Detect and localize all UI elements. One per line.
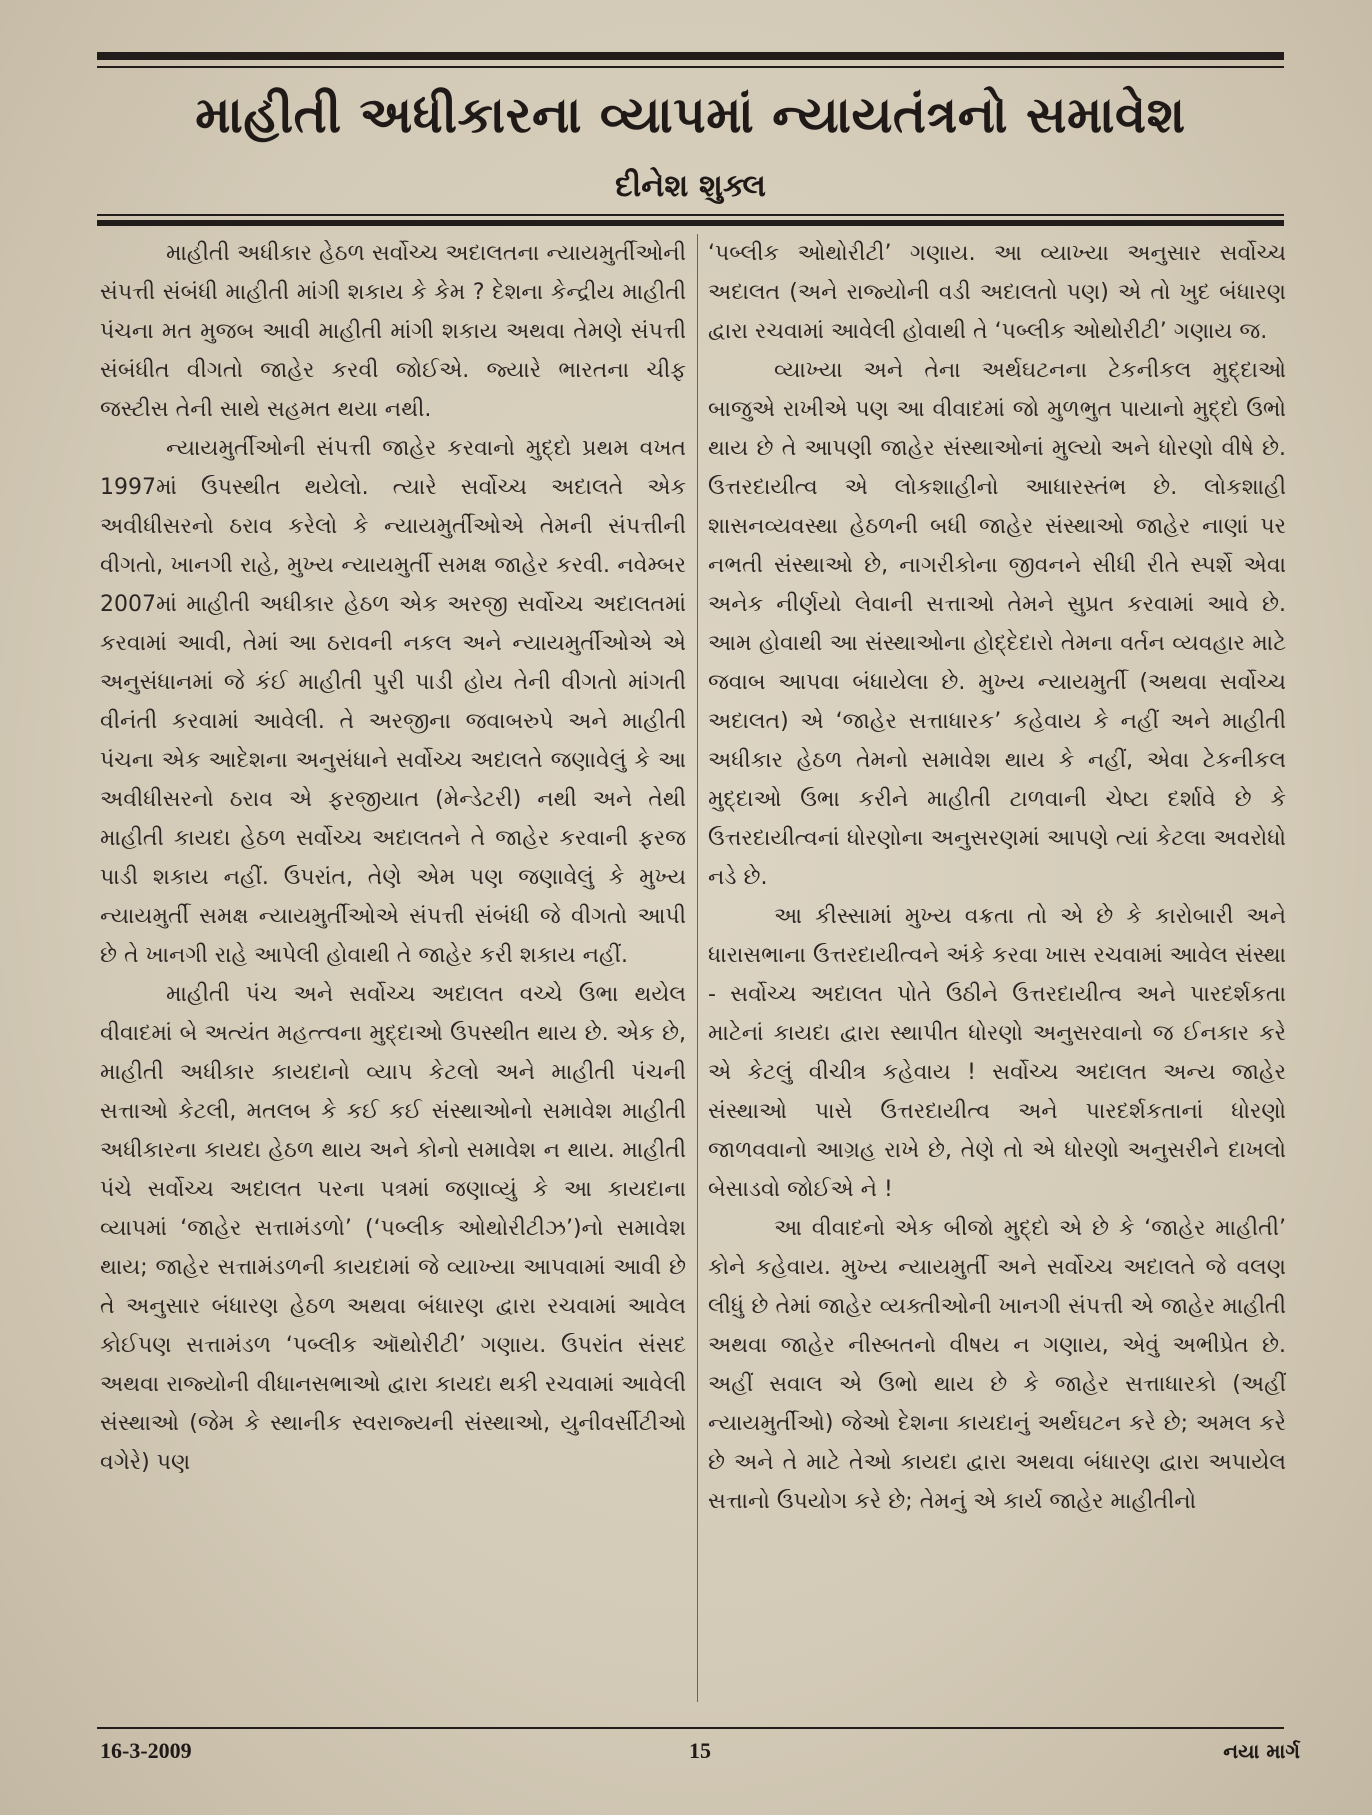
article-author: દીનેશ શુક્લ xyxy=(615,168,766,204)
header-rule-thick xyxy=(97,52,1284,60)
article-title: માહીતી અધીકારના વ્યાપમાં ન્યાયતંત્રનો સમાવેશ xyxy=(195,86,1186,144)
byline-rule-thin xyxy=(97,214,1284,216)
magazine-name: નયા માર્ગ xyxy=(1223,1739,1300,1763)
right-column xyxy=(708,234,1286,1704)
paragraph: વ્યાખ્યા અને તેના અર્થઘટનના ટેકનીકલ મુદ્દાઓ બાજુએ રાખીએ પણ આ વીવાદમાં જો મુળભુત પાયાનો મુદ્દો ઉભો થાય છે તે આપણી જાહેર સંસ્થાઓનાં મુલ્યો અને ધોરણો વીષે છે. ઉત્તરદાયીત્વ એ લોકશાહીનો આધારસ્તંભ છે. લોકશાહી શાસનવ્યવસ્થા હેઠળની બધી જાહેર સંસ્થાઓ જાહેર નાણાં પર નભતી સંસ્થાઓ છે, નાગરીકોના જીવનને સીધી રીતે સ્પર્શે એવા અનેક નીર્ણયો લેવાની સત્તાઓ તેમને સુપ્રત કરવામાં આવે છે. આમ હોવાથી આ સંસ્થાઓના હોદ્દેદારો તેમના વર્તન વ્યવહાર માટે જવાબ આપવા બંધાયેલા છે. મુખ્ય ન્યાયમુર્તી (અથવા સર્વોચ્ચ અદાલત) એ ‘જાહેર સત્તાધારક’ કહેવાય કે નહીં અને માહીતી અધીકાર હેઠળ તેમનો સમાવેશ થાય કે નહીં, એવા ટેકનીકલ મુદ્દાઓ ઉભા કરીને માહીતી ટાળવાની ચેષ્ટા દર્શાવે છે કે ઉત્તરદાયીત્વનાં ધોરણોના અનુસરણમાં આપણે ત્યાં કેટલા અવરોધો નડે છે. xyxy=(708,358,1286,890)
header-rule-thin xyxy=(97,66,1284,68)
left-column xyxy=(100,234,686,1704)
paragraph: ‘પબ્લીક ઓથોરીટી’ ગણાય. આ વ્યાખ્યા અનુસાર સર્વોચ્ચ અદાલત (અને રાજ્યોની વડી અદાલતો પણ) એ તો ખુદ બંધારણ દ્વારા રચવામાં આવેલી હોવાથી તે ‘પબ્લીક ઓથોરીટી’ ગણાય જ. xyxy=(708,241,1286,344)
paragraph: આ વીવાદનો એક બીજો મુદ્દો એ છે કે ‘જાહેર માહીતી’ કોને કહેવાય. મુખ્ય ન્યાયમુર્તી અને સર્વોચ્ચ અદાલતે જે વલણ લીધું છે તેમાં જાહેર વ્યક્તીઓની ખાનગી સંપત્તી એ જાહેર માહીતી અથવા જાહેર નીસ્બતનો વીષય ન ગણાય, એવું અભીપ્રેત છે. અહીં સવાલ એ ઉભો થાય છે કે જાહેર સત્તાધારકો (અહીં ન્યાયમુર્તીઓ) જેઓ દેશના કાયદાનું અર્થઘટન કરે છે; અમલ કરે છે અને તે માટે તેઓ કાયદા દ્વારા અથવા બંધારણ દ્વારા અપાયેલ સત્તાનો ઉપયોગ કરે છે; તેમનું એ કાર્ય જાહેર માહીતીનો xyxy=(708,1216,1286,1514)
column-divider xyxy=(697,234,698,1702)
footer-rule xyxy=(97,1727,1284,1729)
page-number: 15 xyxy=(689,1738,711,1763)
paragraph: ન્યાયમુર્તીઓની સંપત્તી જાહેર કરવાનો મુદ્દો પ્રથમ વખત 1997માં ઉપસ્થીત થયેલો. ત્યારે સર્વોચ્ચ અદાલતે એક અવીધીસરનો ઠરાવ કરેલો કે ન્યાયમુર્તીઓએ તેમની સંપત્તીની વીગતો, ખાનગી રાહે, મુખ્ય ન્યાયમુર્તી સમક્ષ જાહેર કરવી. નવેમ્બર 2007માં માહીતી અધીકાર હેઠળ એક અરજી સર્વોચ્ચ અદાલતમાં કરવામાં આવી, તેમાં આ ઠરાવની નકલ અને ન્યાયમુર્તીઓએ એ અનુસંધાનમાં જે કંઈ માહીતી પુરી પાડી હોય તેની વીગતો માંગતી વીનંતી કરવામાં આવેલી. તે અરજીના જવાબરુપે અને માહીતી પંચના એક આદેશના અનુસંધાને સર્વોચ્ચ અદાલતે જણાવેલું કે આ અવીધીસરનો ઠરાવ એ ફરજીયાત (મેન્ડેટરી) નથી અને તેથી માહીતી કાયદા હેઠળ સર્વોચ્ચ અદાલતને તે જાહેર કરવાની ફરજ પાડી શકાય નહીં. ઉપરાંત, તેણે એમ પણ જણાવેલું કે મુખ્ય ન્યાયમુર્તી સમક્ષ ન્યાયમુર્તીઓએ સંપત્તી સંબંધી જે વીગતો આપી છે તે ખાનગી રાહે આપેલી હોવાથી તે જાહેર કરી શકાય નહીં. xyxy=(100,436,686,968)
paragraph: માહીતી પંચ અને સર્વોચ્ચ અદાલત વચ્ચે ઉભા થયેલ વીવાદમાં બે અત્યંત મહત્ત્વના મુદ્દાઓ ઉપસ્થીત થાય છે. એક છે, માહીતી અધીકાર કાયદાનો વ્યાપ કેટલો અને માહીતી પંચની સત્તાઓ કેટલી, મતલબ કે કઈ કઈ સંસ્થાઓનો સમાવેશ માહીતી અધીકારના કાયદા હેઠળ થાય અને કોનો સમાવેશ ન થાય. માહીતી પંચે સર્વોચ્ચ અદાલત પરના પત્રમાં જણાવ્યું કે આ કાયદાના વ્યાપમાં ‘જાહેર સત્તામંડળો’ (‘પબ્લીક ઓથોરીટીઝ’)નો સમાવેશ થાય; જાહેર સત્તામંડળની કાયદામાં જે વ્યાખ્યા આપવામાં આવી છે તે અનુસાર બંધારણ હેઠળ અથવા બંધારણ દ્વારા રચવામાં આવેલ કોઈપણ સત્તામંડળ ‘પબ્લીક ઑથોરીટી’ ગણાય. ઉપરાંત સંસદ અથવા રાજ્યોની વીધાનસભાઓ દ્વારા કાયદા થકી રચવામાં આવેલી સંસ્થાઓ (જેમ કે સ્થાનીક સ્વરાજ્યની સંસ્થાઓ, યુનીવર્સીટીઓ વગેરે) પણ xyxy=(100,982,686,1475)
byline-rule-thick xyxy=(97,220,1284,226)
paragraph: માહીતી અધીકાર હેઠળ સર્વોચ્ચ અદાલતના ન્યાયમુર્તીઓની સંપત્તી સંબંધી માહીતી માંગી શકાય કે કેમ ? દેશના કેન્દ્રીય માહીતી પંચના મત મુજબ આવી માહીતી માંગી શકાય અથવા તેમણે સંપત્તી સંબંધીત વીગતો જાહેર કરવી જોઈએ. જ્યારે ભારતના ચીફ જસ્ટીસ તેની સાથે સહમત થયા નથી. xyxy=(100,241,686,422)
footer-date: 16-3-2009 xyxy=(100,1738,192,1763)
paragraph: આ કીસ્સામાં મુખ્ય વક્રતા તો એ છે કે કારોબારી અને ધારાસભાના ઉત્તરદાયીત્વને અંકે કરવા ખાસ રચવામાં આવેલ સંસ્થા - સર્વોચ્ચ અદાલત પોતે ઉઠીને ઉત્તરદાયીત્વ અને પારદર્શકતા માટેનાં કાયદા દ્વારા સ્થાપીત ધોરણો અનુસરવાનો જ ઈનકાર કરે એ કેટલું વીચીત્ર કહેવાય ! સર્વોચ્ચ અદાલત અન્ય જાહેર સંસ્થાઓ પાસે ઉત્તરદાયીત્વ અને પારદર્શકતાનાં ધોરણો જાળવવાનો આગ્રહ રાખે છે, તેણે તો એ ધોરણો અનુસરીને દાખલો બેસાડવો જોઈએ ને ! xyxy=(708,904,1286,1202)
